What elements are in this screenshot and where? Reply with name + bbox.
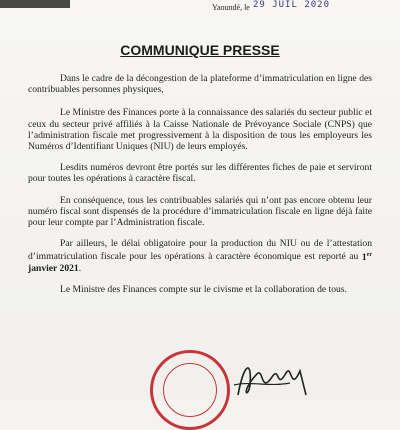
deadline-text: Par ailleurs, le délai obligatoire pour la production du NIU ou de l’attestation d’immatriculation fiscale pour les opérations à caractère économique est reporté au (28, 238, 372, 263)
document-title-text: COMMUNIQUE PRESSE (120, 42, 280, 58)
paragraph-intro: Dans le cadre de la décongestion de la plateforme d’immatriculation en ligne des contribuables personnes physiques, (28, 73, 372, 96)
paragraph-deadline: Par ailleurs, le délai obligatoire pour la production du NIU ou de l’attestation d’immatriculation fiscale pour les opérations à caractère économique est reporté au 1er janvier 2021. (28, 238, 372, 274)
paragraph-announcement: Le Ministre des Finances porte à la connaissance des salariés du secteur public et ceux du secteur privé affiliés à la Caisse Nationale de Prévoyance Sociale (CNPS) que l’administration fiscale met progressivement à la disposition de tous les employeurs les Numéros d’Identifiant Uniques (NIU) de leurs employés. (28, 107, 372, 153)
official-seal (150, 350, 230, 430)
signature-image (230, 355, 370, 400)
paragraph-payslips: Lesdits numéros devront être portés sur les différentes fiches de paie et serviront pour toutes les opérations à caractère fiscal. (28, 162, 372, 185)
document-body (28, 73, 372, 305)
letterhead-strip (0, 0, 70, 8)
document-title (0, 42, 400, 58)
signature-underline (234, 383, 290, 385)
date-stamp: 29 JUIL 2020 (252, 0, 330, 10)
signature-stroke (238, 368, 306, 395)
paragraph-closing: Le Ministre des Finances compte sur le civisme et la collaboration de tous. (60, 284, 347, 296)
place-label: Yaoundé, le (212, 3, 250, 12)
paragraph-consequence: En conséquence, tous les contribuables salariés qui n’ont pas encore obtenu leur numéro fiscal sont dispensés de la procédure d’immatriculation fiscale en ligne déjà faite pour leur compte par l’Administration fiscale. (28, 194, 372, 229)
official-seal-inner-ring (163, 363, 217, 417)
deadline-date: 1er janvier 2021 (28, 251, 372, 274)
